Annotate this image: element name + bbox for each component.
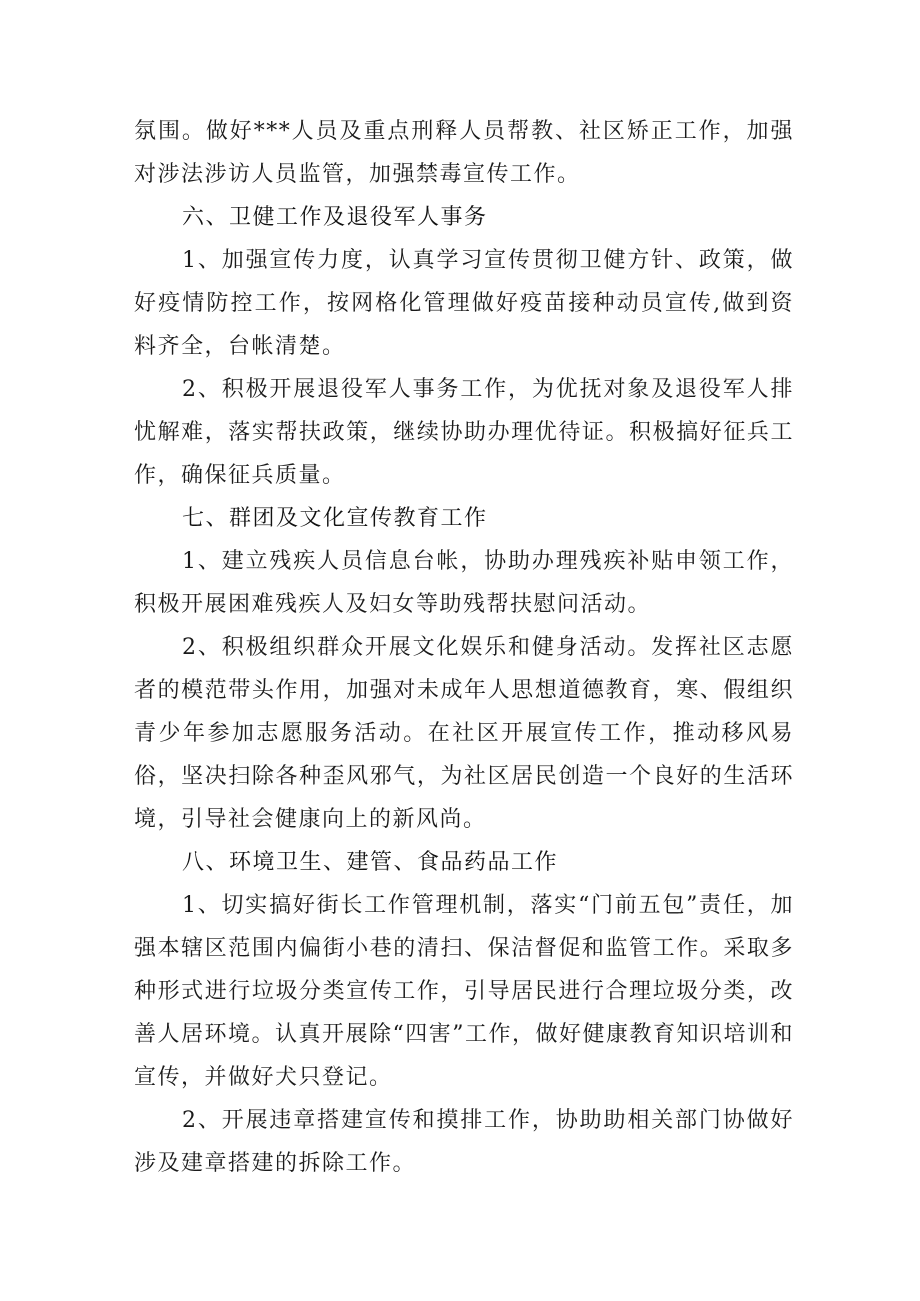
section-heading-7: 七、群团及文化宣传教育工作 [182,506,488,531]
paragraph-6-2: 2、积极开展退役军人事务工作，为优抚对象及退役军人排忧解难，落实帮扶政策，继续协助办理优待证。积极搞好征兵工作，确保征兵质量。 [134,377,794,488]
paragraph-7-2: 2、积极组织群众开展文化娱乐和健身活动。发挥社区志愿者的模范带头作用，加强对未成年人思想道德教育，寒、假组织青少年参加志愿服务活动。在社区开展宣传工作，推动移风易俗，坚决扫除各种歪风邪气，为社区居民创造一个良好的生活环境，引导社会健康向上的新风尚。 [134,635,794,832]
paragraph-7-1: 1、建立残疾人员信息台帐，协助办理残疾补贴申领工作，积极开展困难残疾人及妇女等助残帮扶慰问活动。 [134,549,794,617]
paragraph-continuation: 氛围。做好***人员及重点刑释人员帮教、社区矫正工作，加强对涉法涉访人员监管，加强禁毒宣传工作。 [134,119,794,187]
document-body [134,110,794,1185]
section-heading-6: 六、卫健工作及退役军人事务 [182,205,488,230]
section-heading-8: 八、环境卫生、建管、食品药品工作 [182,850,559,875]
paragraph-8-1: 1、切实搞好街长工作管理机制，落实“门前五包”责任，加强本辖区范围内偏街小巷的清扫、保洁督促和监管工作。采取多种形式进行垃圾分类宣传工作，引导居民进行合理垃圾分类，改善人居环境。认真开展除“四害”工作，做好健康教育知识培训和宣传，并做好犬只登记。 [134,893,794,1090]
paragraph-8-2: 2、开展违章搭建宣传和摸排工作，协助助相关部门协做好涉及建章搭建的拆除工作。 [134,1108,794,1176]
paragraph-6-1: 1、加强宣传力度，认真学习宣传贯彻卫健方针、政策，做好疫情防控工作，按网格化管理做好疫苗接种动员宣传,做到资料齐全，台帐清楚。 [134,248,794,359]
